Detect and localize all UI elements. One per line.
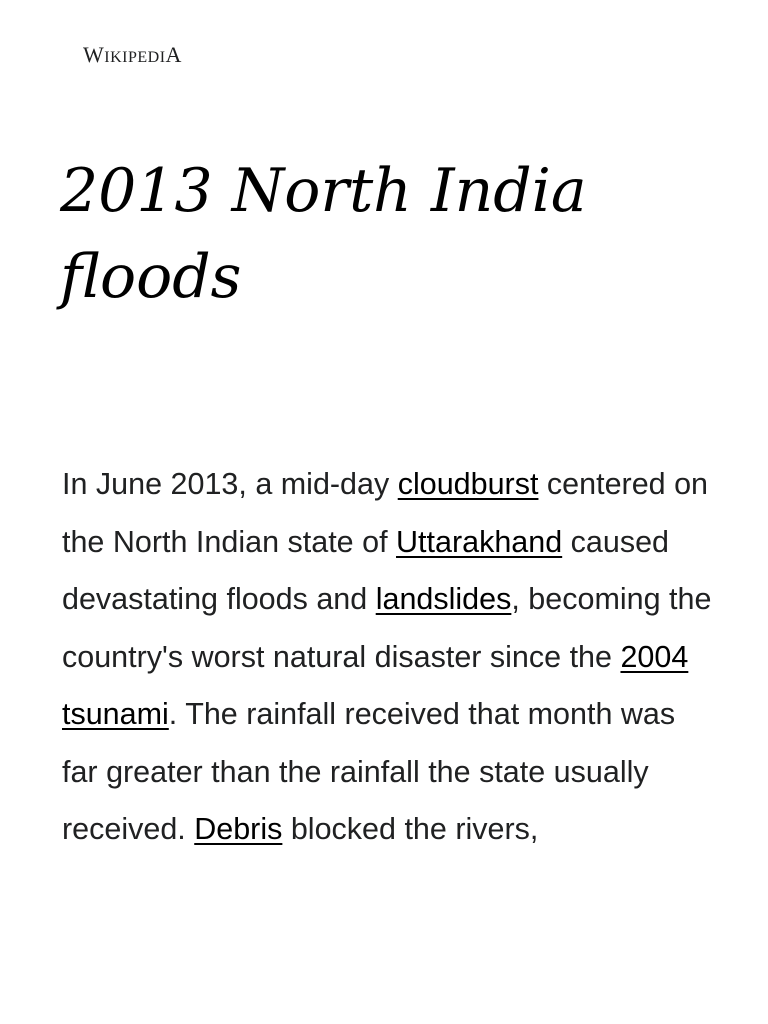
article-lead-paragraph — [62, 456, 712, 859]
page-title: 2013 North India floods — [60, 156, 587, 312]
link-uttarakhand[interactable]: Uttarakhand — [396, 524, 563, 559]
link-cloudburst[interactable]: cloudburst — [397, 467, 539, 501]
lead-text: blocked the rivers, — [282, 812, 539, 846]
wordmark-middle: IKIPEDI — [104, 49, 166, 66]
lead-text: centered on the North Indian state of — [62, 467, 709, 559]
wikipedia-wordmark[interactable] — [83, 42, 182, 68]
wordmark-final: A — [165, 42, 182, 67]
link-landslides[interactable]: landslides — [375, 582, 512, 616]
lead-text: , becoming the country's worst natural disaster since the — [62, 582, 712, 674]
link-debris[interactable]: Debris — [194, 812, 283, 846]
lead-text: In June 2013, a mid-day — [62, 467, 398, 501]
lead-text: . The rainfall received that month was far greater than the rainfall the state usually received. — [62, 697, 676, 846]
wordmark-initial: W — [83, 42, 105, 67]
link-2004-tsunami[interactable]: 2004 tsunami — [62, 639, 689, 731]
lead-text: caused devastating floods and — [62, 524, 670, 616]
